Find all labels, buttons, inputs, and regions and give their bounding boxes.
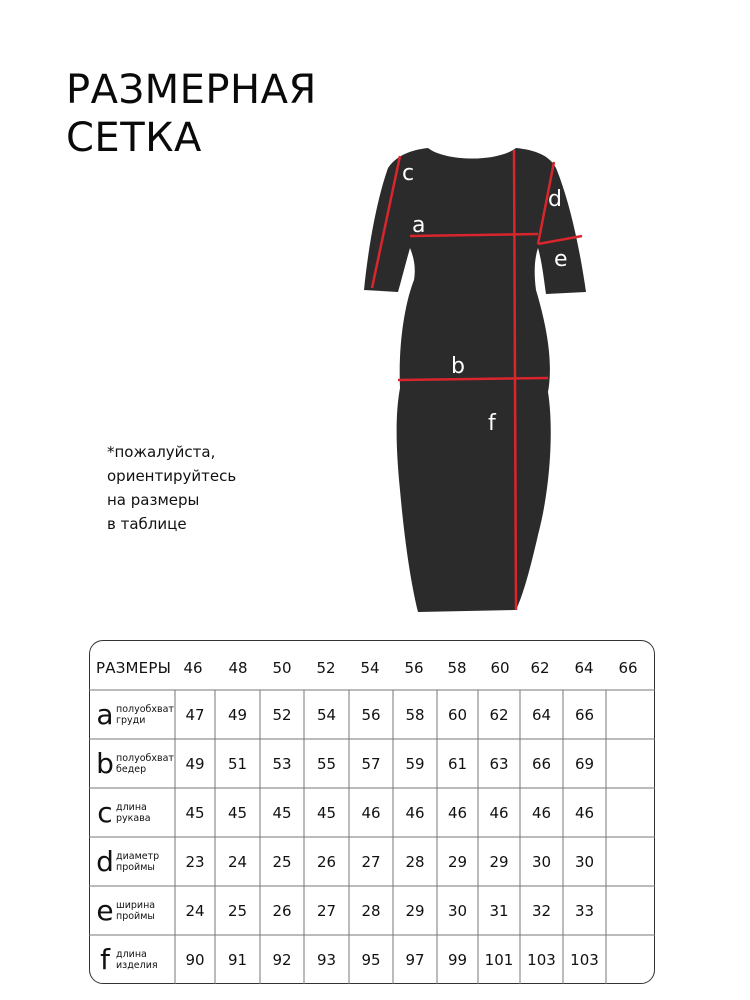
row-description-line-2: бедер (116, 763, 147, 775)
table-cell-c-46: 45 (185, 803, 205, 822)
row-description (116, 704, 174, 726)
table-cell-c-50: 45 (272, 803, 292, 822)
page-title (66, 66, 317, 162)
table-cell-e-64: 33 (574, 901, 595, 920)
table-cell-e-60: 31 (489, 901, 509, 920)
table-cell-a-66 (606, 690, 655, 739)
table-cell-c-62: 46 (531, 803, 552, 822)
row-description-line-2: проймы (116, 910, 155, 922)
table-cell-e-50: 26 (272, 901, 292, 920)
row-description-line-1: диаметр (116, 850, 160, 862)
table-cell-d-66 (606, 837, 655, 886)
table-cell-e-46: 24 (185, 901, 205, 920)
table-cell-d-56: 28 (405, 852, 425, 871)
row-description (116, 949, 158, 971)
table-cell-b-46: 49 (185, 754, 205, 773)
table-cell-c-58: 46 (447, 803, 468, 822)
table-cell-c-64: 46 (574, 803, 595, 822)
row-header-d (96, 837, 174, 886)
table-cell-f-64: 103 (570, 950, 599, 969)
table-cell-b-66 (606, 739, 655, 788)
table-cell-d-50: 25 (272, 852, 292, 871)
table-cell-b-58: 61 (447, 754, 468, 773)
title-line-1: РАЗМЕРНАЯ (66, 67, 317, 113)
row-description-line-2: изделия (116, 959, 158, 971)
label-d: d (548, 187, 562, 212)
table-cell-f-52: 93 (316, 950, 337, 969)
table-cell-a-62: 64 (531, 705, 552, 724)
table-cell-d-60: 29 (489, 852, 509, 871)
size-header-46: 46 (183, 659, 203, 677)
table-cell-f-48: 91 (227, 950, 248, 969)
table-cell-e-58: 30 (447, 901, 468, 920)
table-cell-f-54: 95 (361, 950, 381, 969)
table-cell-a-56: 58 (405, 705, 425, 724)
table-cell-a-64: 66 (574, 705, 595, 724)
table-cell-a-54: 56 (361, 705, 381, 724)
table-cell-e-52: 27 (316, 901, 337, 920)
row-description-line-1: ширина (116, 899, 156, 911)
table-cell-c-56: 46 (405, 803, 425, 822)
size-note (107, 440, 236, 536)
table-cell-d-48: 24 (227, 852, 248, 871)
label-f: f (488, 411, 496, 436)
row-letter-c: c (97, 795, 113, 829)
row-header-f (96, 935, 174, 984)
table-cell-f-60: 101 (484, 950, 514, 969)
table-cell-f-50: 92 (272, 950, 292, 969)
row-description (116, 802, 151, 824)
row-description (116, 753, 174, 775)
size-header-54: 54 (360, 659, 380, 677)
row-header-e (96, 886, 174, 935)
table-cell-e-54: 28 (361, 901, 381, 920)
table-cell-d-62: 30 (531, 852, 552, 871)
note-line-4: в таблице (107, 515, 187, 533)
row-letter-d: d (96, 844, 114, 878)
table-cell-e-62: 32 (531, 901, 552, 920)
table-cell-d-46: 23 (185, 852, 205, 871)
dress-illustration (358, 140, 598, 615)
note-line-1: *пожалуйста, (107, 443, 216, 461)
table-cell-d-52: 26 (316, 852, 337, 871)
row-letter-a: a (96, 697, 114, 731)
table-cell-c-54: 46 (361, 803, 381, 822)
table-cell-f-56: 97 (405, 950, 425, 969)
row-header-b (96, 739, 174, 788)
table-cell-f-58: 99 (447, 950, 468, 969)
table-cell-b-52: 55 (316, 754, 337, 773)
sizes-header-label: РАЗМЕРЫ (96, 659, 172, 677)
size-header-62: 62 (530, 659, 550, 677)
label-b: b (451, 354, 465, 379)
row-description-line-1: полуобхват (116, 752, 174, 764)
row-letter-e: e (96, 893, 114, 927)
table-cell-e-66 (606, 886, 655, 935)
table-cell-f-66 (606, 935, 655, 984)
table-cell-a-60: 62 (489, 705, 509, 724)
size-header-48: 48 (228, 659, 248, 677)
table-cell-a-46: 47 (185, 705, 205, 724)
table-cell-a-58: 60 (447, 705, 468, 724)
row-description (116, 851, 159, 873)
row-letter-f: f (100, 942, 110, 976)
note-line-2: ориентируйтесь (107, 467, 237, 485)
row-letter-b: b (96, 746, 114, 780)
row-description-line-1: длина (116, 948, 147, 960)
table-cell-b-48: 51 (227, 754, 248, 773)
table-cell-c-66 (606, 788, 655, 837)
label-c: c (402, 161, 415, 186)
table-cell-d-58: 29 (447, 852, 468, 871)
table-cell-a-48: 49 (227, 705, 248, 724)
table-cell-c-52: 45 (316, 803, 337, 822)
size-header-58: 58 (447, 659, 467, 677)
row-description (116, 900, 155, 922)
table-cell-d-64: 30 (574, 852, 595, 871)
size-header-64: 64 (574, 659, 594, 677)
table-cell-b-54: 57 (361, 754, 381, 773)
size-header-56: 56 (404, 659, 424, 677)
size-header-66: 66 (618, 659, 638, 677)
table-cell-b-64: 69 (574, 754, 595, 773)
table-cell-b-60: 63 (489, 754, 509, 773)
title-line-2: СЕТКА (66, 115, 202, 161)
row-description-line-1: длина (116, 801, 147, 813)
table-cell-c-48: 45 (227, 803, 248, 822)
row-description-line-2: груди (116, 714, 146, 726)
table-cell-a-50: 52 (272, 705, 292, 724)
table-cell-e-56: 29 (405, 901, 425, 920)
table-cell-b-56: 59 (405, 754, 425, 773)
label-e: e (554, 247, 568, 272)
table-cell-f-46: 90 (185, 950, 205, 969)
table-cell-b-62: 66 (531, 754, 552, 773)
note-line-3: на размеры (107, 491, 200, 509)
table-cell-e-48: 25 (227, 901, 248, 920)
row-header-c (96, 788, 174, 837)
table-cell-b-50: 53 (272, 754, 292, 773)
row-header-a (96, 690, 174, 739)
row-description-line-2: проймы (116, 861, 155, 873)
row-description-line-2: рукава (116, 812, 151, 824)
row-description-line-1: полуобхват (116, 703, 174, 715)
table-cell-d-54: 27 (361, 852, 381, 871)
size-header-60: 60 (490, 659, 510, 677)
size-header-52: 52 (316, 659, 336, 677)
table-cell-f-62: 103 (527, 950, 556, 969)
size-header-50: 50 (272, 659, 292, 677)
label-a: a (412, 213, 426, 238)
table-cell-c-60: 46 (489, 803, 509, 822)
table-cell-a-52: 54 (316, 705, 337, 724)
